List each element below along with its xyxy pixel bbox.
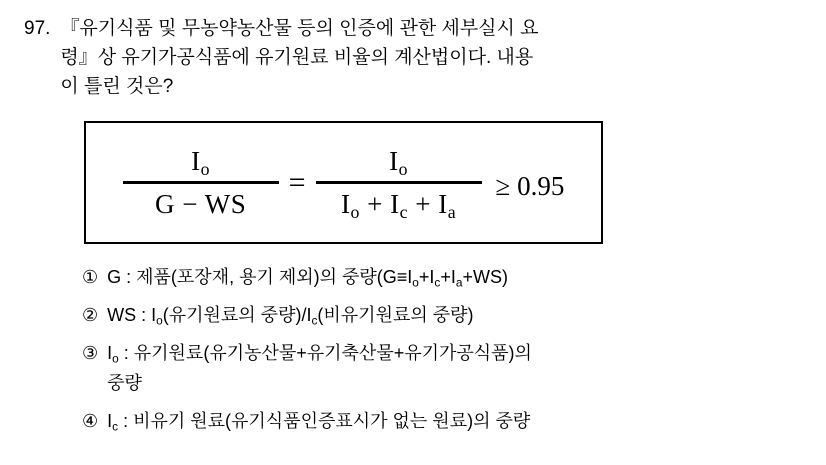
fraction-right-numerator: $I_o$: [389, 146, 408, 179]
choice-text: WS : $I_o$(유기원료의 중량)$/I_c$(비유기원료의 중량): [107, 305, 474, 328]
question-block: [22, 14, 804, 101]
formula-box: [84, 121, 603, 244]
equals-sign: =: [288, 165, 306, 199]
fraction-left-denominator: G − WS: [155, 189, 247, 219]
choice-marker: ②: [82, 305, 99, 325]
choice-item-3[interactable]: [82, 338, 804, 398]
choice-marker: ③: [82, 343, 99, 363]
fraction-left-numerator: $I_o$: [191, 146, 211, 179]
choice-text: G : 제품(포장재, 용기 제외)의 중량$(G\equiv I_o+I_c+I_a+WS)$: [107, 267, 508, 290]
question-line-3: 이 틀린 것은?: [60, 76, 174, 97]
fraction-left-bar: [123, 181, 279, 184]
formula-content: [86, 123, 601, 242]
comparator: ≥ 0.95: [495, 170, 565, 201]
choice-text: $I_c$ : 비유기 원료(유기식품인증표시가 없는 원료)의 중량: [107, 411, 531, 434]
question-number: 97.: [24, 18, 51, 39]
choice-item-2[interactable]: [82, 300, 804, 330]
choice-list: [82, 262, 804, 436]
choice-item-4[interactable]: [82, 406, 804, 436]
fraction-right-bar: [316, 181, 482, 184]
choice-marker: ①: [82, 267, 99, 287]
fraction-right-denominator: $I_o + I_c + I_a$: [340, 189, 457, 222]
question-line-1: 『유기식품 및 무농약농산물 등의 인증에 관한 세부실시 요: [60, 18, 539, 39]
sub-o: o: [200, 158, 211, 179]
choice-marker: ④: [82, 411, 99, 431]
sub-o: o: [398, 158, 408, 179]
choice-continuation: 중량: [107, 373, 142, 393]
question-line-2: 령』상 유기가공식품에 유기원료 비율의 계산법이다. 내용: [60, 47, 534, 68]
choice-text: $I_o$ : 유기원료(유기농산물+유기축산물+유기가공식품)의 중량: [107, 338, 532, 398]
fraction-right: [316, 144, 482, 221]
choice-item-1[interactable]: [82, 262, 804, 292]
question-text: [60, 14, 538, 101]
fraction-left: [123, 144, 279, 221]
